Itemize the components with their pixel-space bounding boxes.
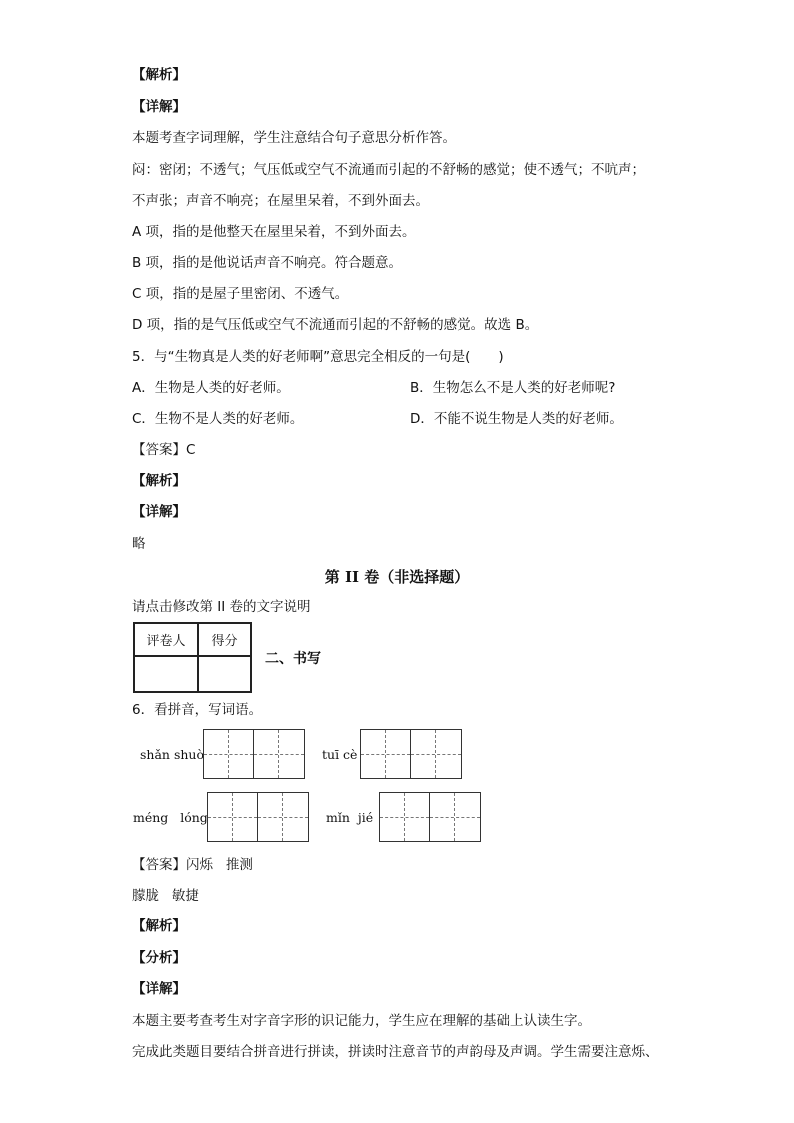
q6-pinyin-2: tuī cè (322, 747, 358, 762)
q5-xiangjie-label: 【详解】 (132, 504, 186, 520)
q6-detail-line2: 完成此类题目要结合拼音进行拼读，拼读时注意音节的声韵母及声调。学生需要注意烁、 (132, 1044, 659, 1060)
tianzige-cell[interactable] (204, 730, 254, 778)
q5-jiexi-label: 【解析】 (132, 473, 186, 489)
section-title: 第 II 卷（非选择题） (324, 568, 470, 586)
q6-pinyin-3: méng lóng (133, 810, 208, 825)
q6-writing-grid-3[interactable] (207, 792, 309, 842)
q4-def-line1: 闷：密闭；不透气；气压低或空气不流通而引起的不舒畅的感觉；使不透气；不吭声； (132, 162, 645, 178)
q5-stem-close: ) (498, 349, 504, 365)
q5-option-c: C．生物不是人类的好老师。 (132, 411, 304, 427)
q4-option-c-explanation: C 项，指的是屋子里密闭、不透气。 (132, 286, 349, 302)
q5-detail: 略 (132, 536, 146, 552)
q4-jiexi-label: 【解析】 (132, 67, 186, 83)
q6-fenxi-label: 【分析】 (132, 950, 186, 966)
q6-xiangjie-label: 【详解】 (132, 981, 186, 997)
q5-answer: 【答案】C (132, 442, 196, 458)
q4-xiangjie-label: 【详解】 (132, 99, 186, 115)
tianzige-cell[interactable] (361, 730, 411, 778)
q6-writing-grid-4[interactable] (379, 792, 481, 842)
q4-def-line2: 不声张；声音不响亮；在屋里呆着，不到外面去。 (132, 193, 429, 209)
q6-detail-line1: 本题主要考查考生对字音字形的识记能力，学生应在理解的基础上认读生字。 (132, 1013, 591, 1029)
q6-writing-grid-1[interactable] (203, 729, 305, 779)
q6-pinyin-4: mǐn jié (326, 810, 374, 825)
tianzige-cell[interactable] (430, 793, 480, 841)
score-table-header-grader: 评卷人 (134, 623, 198, 656)
q4-option-a-explanation: A 项，指的是他整天在屋里呆着，不到外面去。 (132, 224, 416, 240)
q4-option-d-explanation: D 项，指的是气压低或空气不流通而引起的不舒畅的感觉。故选 B。 (132, 317, 539, 333)
q4-option-b-explanation: B 项，指的是他说话声音不响亮。符合题意。 (132, 255, 403, 271)
q6-answer-line1: 【答案】闪烁 推测 (132, 857, 253, 873)
score-table-score-cell (198, 656, 251, 692)
q4-intro: 本题考查字词理解，学生注意结合句子意思分析作答。 (132, 130, 456, 146)
q5-option-b: B．生物怎么不是人类的好老师呢? (410, 380, 616, 396)
score-table-grader-cell (134, 656, 198, 692)
score-table-header-score: 得分 (198, 623, 251, 656)
tianzige-cell[interactable] (258, 793, 308, 841)
tianzige-cell[interactable] (380, 793, 430, 841)
q5-option-a: A．生物是人类的好老师。 (132, 380, 290, 396)
q5-stem-text: 5．与“生物真是人类的好老师啊”意思完全相反的一句是( (132, 349, 471, 365)
tianzige-cell[interactable] (208, 793, 258, 841)
section-note: 请点击修改第 II 卷的文字说明 (132, 599, 311, 615)
tianzige-cell[interactable] (254, 730, 304, 778)
q5-stem (132, 347, 504, 367)
tianzige-cell[interactable] (411, 730, 461, 778)
q6-answer-line2: 朦胧 敏捷 (132, 888, 199, 904)
score-table (133, 622, 252, 693)
q6-writing-grid-2[interactable] (360, 729, 462, 779)
section-heading-writing: 二、书写 (265, 651, 321, 667)
q6-jiexi-label: 【解析】 (132, 918, 186, 934)
q5-option-d: D．不能不说生物是人类的好老师。 (410, 411, 623, 427)
q6-stem: 6．看拼音，写词语。 (132, 702, 263, 718)
q6-pinyin-1: shǎn shuò (140, 747, 204, 762)
